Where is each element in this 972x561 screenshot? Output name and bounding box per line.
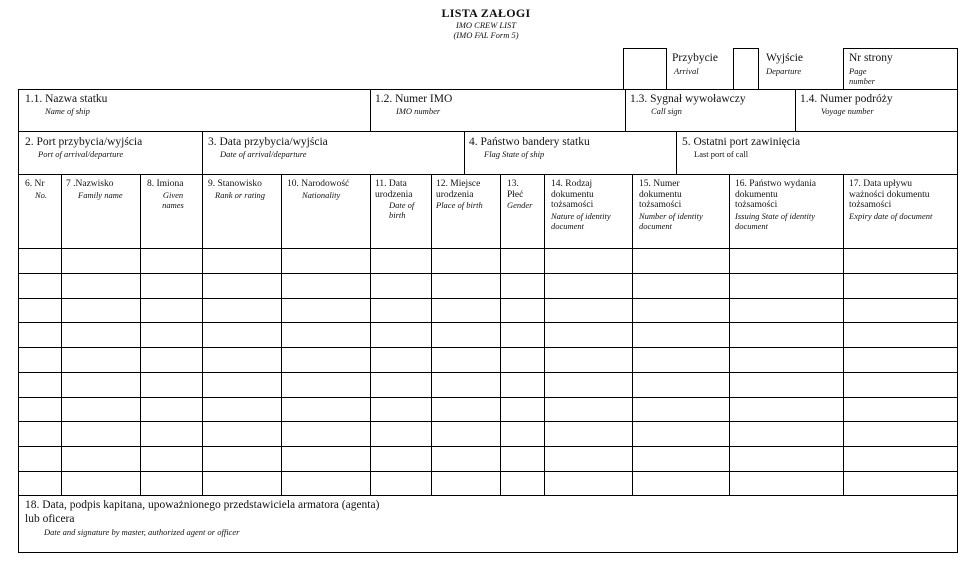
- last-port-sublabel: Last port of call: [694, 149, 749, 159]
- page-number-sublabel: Page: [849, 66, 867, 76]
- port-sublabel: Port of arrival/departure: [38, 149, 124, 159]
- ship-name-sublabel: Name of ship: [45, 106, 90, 116]
- col-header-nationality: 10. Narodowość Nationality: [287, 179, 350, 200]
- col-header-identity-nature: 14. Rodzaj dokumentu tożsamości Nature of identity document: [551, 179, 611, 231]
- call-sign-sublabel: Call sign: [651, 106, 682, 116]
- col-header-rank: 9. Stanowisko Rank or rating: [208, 179, 266, 200]
- flag-state-sublabel: Flag State of ship: [484, 149, 545, 159]
- col-header-no: 6. Nr No.: [25, 179, 48, 200]
- form-subtitle: IMO CREW LIST: [456, 20, 516, 30]
- arrival-sublabel: Arrival: [674, 66, 699, 76]
- departure-sublabel: Departure: [766, 66, 802, 76]
- arrival-checkbox[interactable]: [623, 48, 667, 90]
- departure-checkbox[interactable]: [733, 48, 759, 90]
- call-sign-label: 1.3. Sygnał wywoławczy: [630, 93, 746, 105]
- imo-number-sublabel: IMO number: [396, 106, 441, 116]
- col-header-family-name: 7 .Nazwisko Family name: [66, 179, 123, 200]
- last-port-label: 5. Ostatni port zawinięcia: [682, 136, 801, 148]
- col-header-gender: 13. Płeć Gender: [507, 179, 533, 210]
- col-header-place-of-birth: 12. Miejsce urodzenia Place of birth: [436, 179, 483, 210]
- departure-label: Wyjście: [766, 52, 803, 64]
- ship-name-label: 1.1. Nazwa statku: [25, 93, 108, 105]
- flag-state-label: 4. Państwo bandery statku: [469, 136, 590, 148]
- page-number-label: Nr strony: [849, 52, 893, 64]
- imo-number-label: 1.2. Numer IMO: [375, 93, 453, 105]
- form-reference: (IMO FAL Form 5): [453, 30, 519, 40]
- arrival-label: Przybycie: [672, 52, 718, 64]
- form-title: LISTA ZAŁOGI: [441, 6, 531, 20]
- voyage-number-sublabel: Voyage number: [821, 106, 874, 116]
- port-label: 2. Port przybycia/wyjścia: [25, 136, 143, 148]
- date-sublabel: Date of arrival/departure: [220, 149, 307, 159]
- page-number-sublabel-2: number: [849, 76, 875, 86]
- col-header-expiry-date: 17. Data upływu ważności dokumentu tożsamości Expiry date of document: [849, 179, 933, 221]
- signature-label: 18. Data, podpis kapitana, upoważnionego przedstawiciela armatora (agenta): [25, 499, 380, 511]
- col-header-date-of-birth: 11. Data urodzenia Date of birth: [375, 179, 415, 220]
- date-label: 3. Data przybycia/wyjścia: [208, 136, 328, 148]
- voyage-number-label: 1.4. Numer podróży: [800, 93, 893, 105]
- col-header-identity-number: 15. Numer dokumentu tożsamości Number of identity document: [639, 179, 703, 231]
- signature-sublabel: Date and signature by master, authorized agent or officer: [44, 527, 240, 537]
- col-header-given-names: 8. Imiona Given names: [147, 179, 184, 210]
- col-header-issuing-state: 16. Państwo wydania dokumentu tożsamości Issuing State of identity document: [735, 179, 817, 231]
- signature-label-2: lub oficera: [25, 513, 75, 525]
